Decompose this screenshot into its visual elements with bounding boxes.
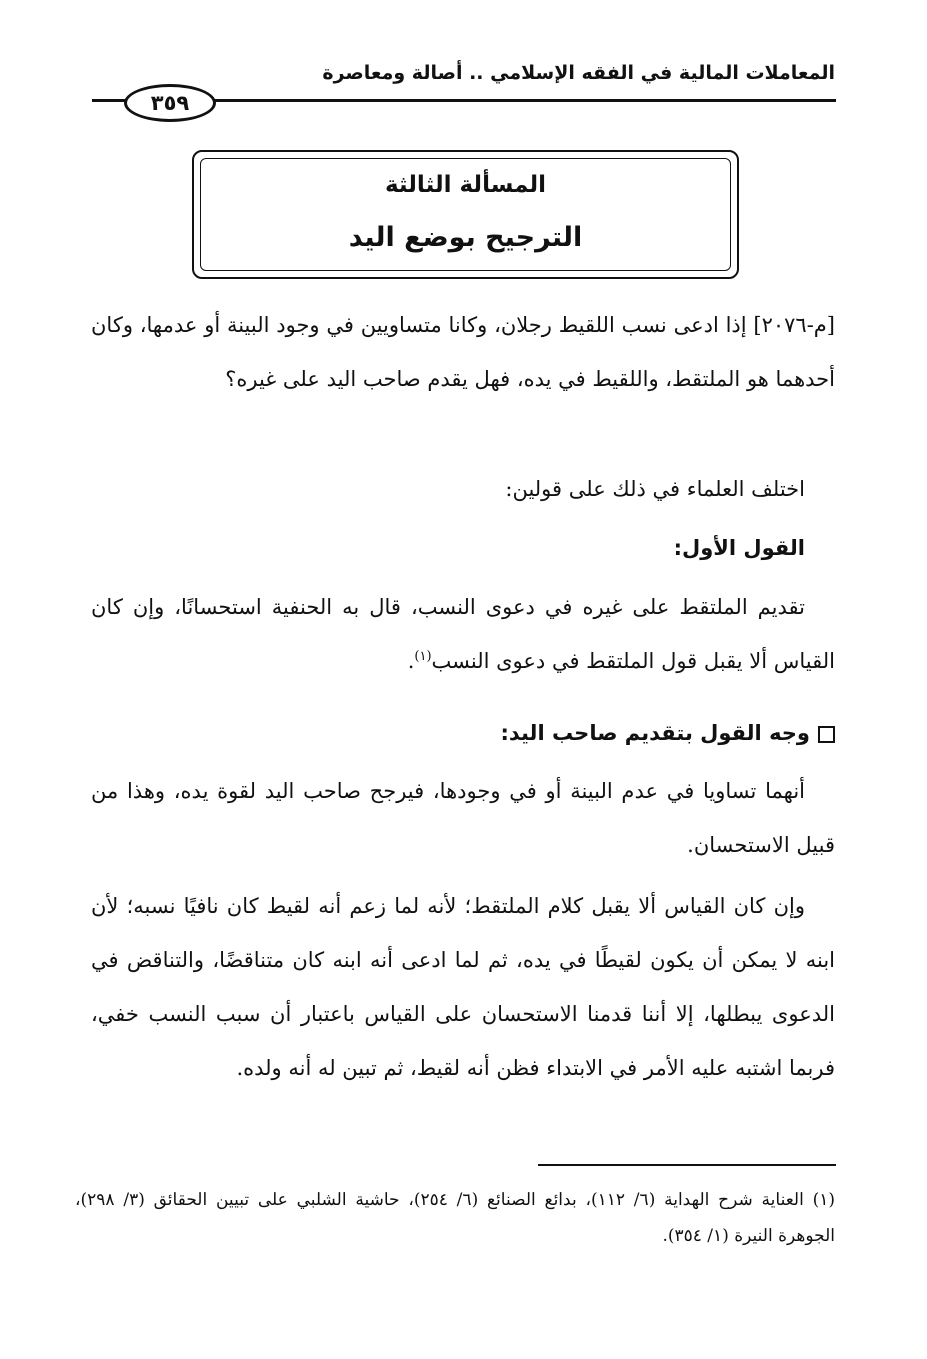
paragraph-question: [م-٢٠٧٦] إذا ادعى نسب اللقيط رجلان، وكانا متساويين في وجود البينة أو عدمها، وكان أحدهما هو الملتقط، واللقيط في يده، فهل يقدم صاحب اليد على غيره؟ [91,313,835,391]
section-title: الترجيح بوضع اليد [348,222,583,253]
paragraph-disagreement: اختلف العلماء في ذلك على قولين: [505,477,805,501]
first-opinion-end: . [407,649,415,673]
first-opinion-heading: القول الأول: [673,536,805,560]
footnote-1: (١) العناية شرح الهداية (٦/ ١١٢)، بدائع الصنائع (٦/ ٢٥٤)، حاشية الشلبي على تبيين الحقائق (٣/ ٢٩٨)، الجوهرة النيرة (١/ ٣٥٤). [75,1190,836,1246]
running-header: المعاملات المالية في الفقه الإسلامي .. أصالة ومعاصرة [322,62,835,84]
reasoning-heading [91,706,835,760]
first-opinion-text: تقديم الملتقط على غيره في دعوى النسب، قال به الحنفية استحسانًا، وإن كان القياس ألا يقبل قول الملتقط في دعوى النسب [91,595,835,673]
paragraph-analogy: وإن كان القياس ألا يقبل كلام الملتقط؛ لأنه لما زعم أنه لقيط كان نافيًا نسبه؛ لأن ابنه لا يمكن أن يكون لقيطًا في يده، ثم لما ادعى أنه ابنه كان متناقضًا، والتناقض في الدعوى يبطلها، إلا أننا قدمنا الاستحسان على القياس باعتبار أن سبب النسب خفي، فربما اشتبه عليه الأمر في الابتداء فظن أنه لقيط، ثم تبين له أنه ولده. [91,894,835,1080]
paragraph-reasoning: أنهما تساويا في عدم البينة أو في وجودها، فيرجح صاحب اليد لقوة يده، وهذا من قبيل الاستحسان. [91,779,835,857]
footnote-ref: (١) [414,649,432,664]
footnote-rule [538,1164,836,1166]
section-label: المسألة الثالثة [384,172,547,198]
reasoning-heading-text: وجه القول بتقديم صاحب اليد: [500,721,810,745]
paragraph-first-opinion [91,580,835,688]
section-title-box [192,150,739,279]
square-bullet-icon [818,726,835,743]
page-number: ٣٥٩ [124,84,216,122]
